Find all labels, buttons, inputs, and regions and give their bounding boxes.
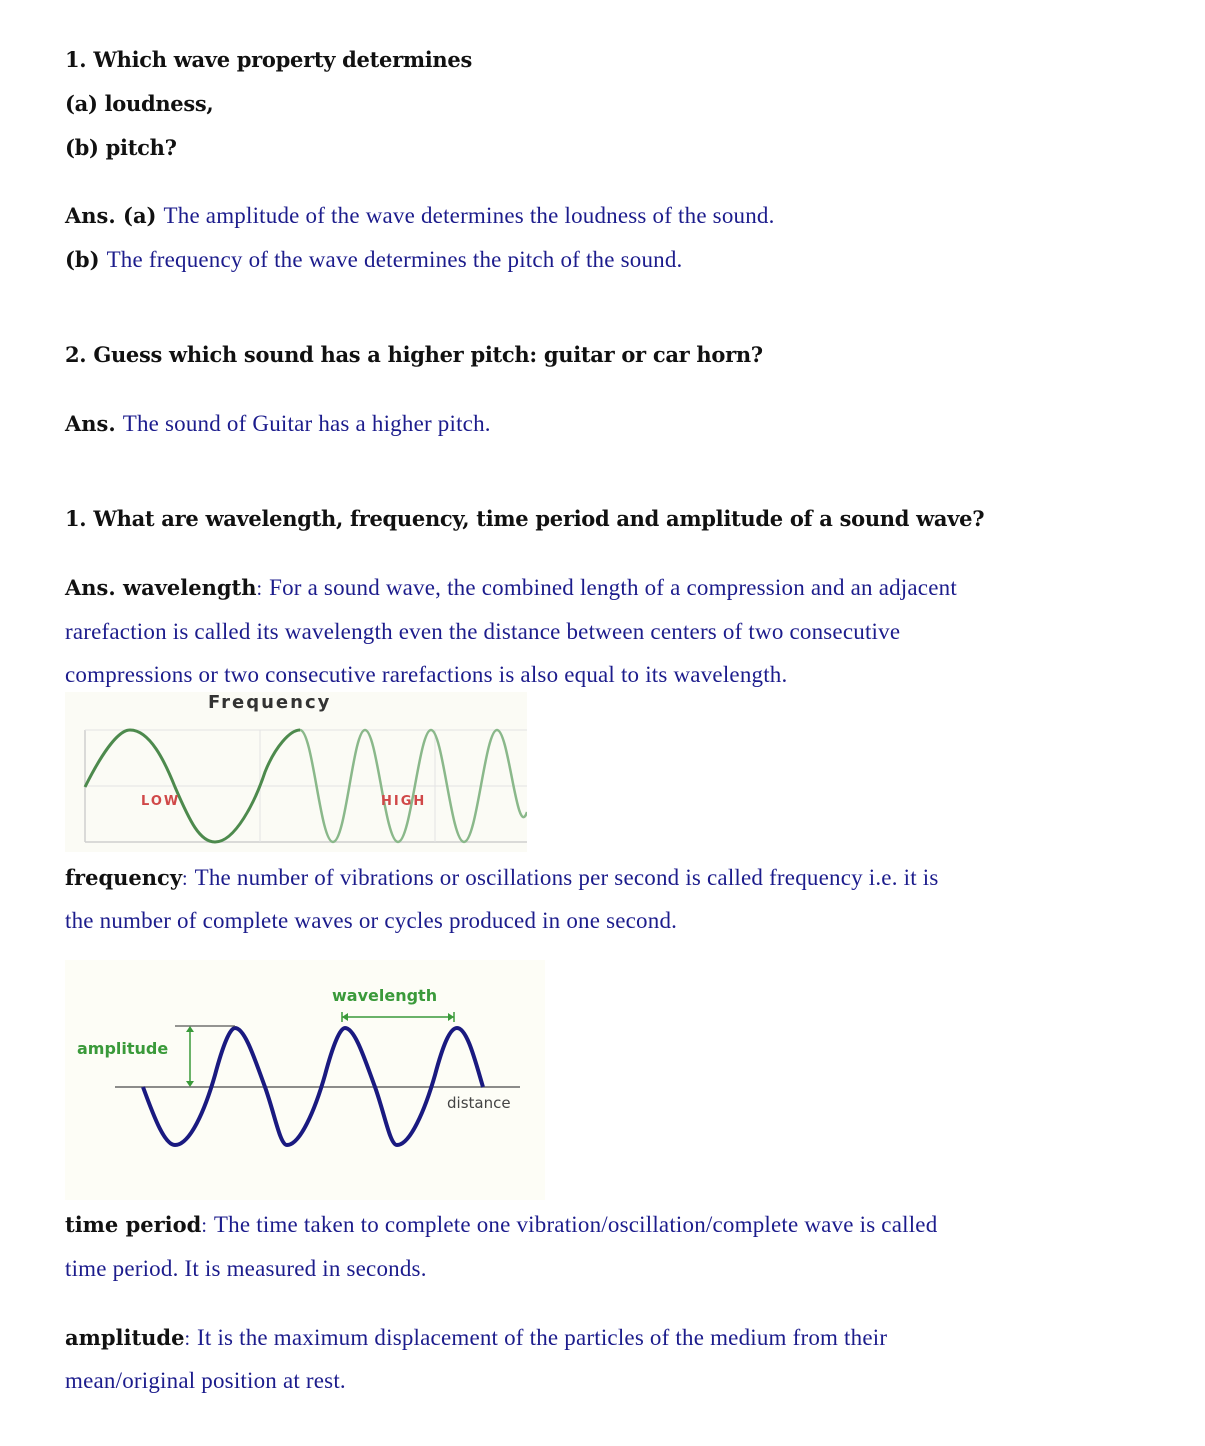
q3-title: What are wavelength, frequency, time period and amplitude of a sound wave?	[93, 506, 985, 531]
low-label: LOW	[141, 794, 181, 809]
amplitude-text: mean/original position at rest.	[65, 1368, 346, 1393]
q1-part-b	[65, 133, 177, 164]
wavelength-text: For a sound wave, the combined length of a compression and an adjacent	[269, 575, 957, 600]
frequency-figure	[65, 692, 527, 852]
high-label: HIGH	[381, 794, 427, 809]
q1-ans-b-text: The frequency of the wave determines the pitch of the sound.	[106, 247, 683, 272]
q1-ans-label: Ans. (a)	[65, 203, 157, 228]
q1-heading	[65, 45, 472, 76]
q1-part-a-text: (a) loudness,	[65, 91, 214, 116]
colon: :	[256, 578, 263, 600]
q1-title: Which wave property determines	[93, 47, 472, 72]
time-period-line-2	[65, 1254, 427, 1285]
wavelength-text: rarefaction is called its wavelength even the distance between centers of two consecutive	[65, 619, 901, 644]
wavelength-annotation: wavelength	[332, 986, 438, 1005]
q2-title: Guess which sound has a higher pitch: guitar or car horn?	[93, 342, 763, 367]
colon: :	[182, 868, 188, 890]
wavelength-line-1	[65, 573, 957, 604]
frequency-figure-title: Frequency	[208, 692, 332, 713]
time-period-text: The time taken to complete one vibration/oscillation/complete wave is called	[213, 1212, 938, 1237]
q1-ans-a-text: The amplitude of the wave determines the loudness of the sound.	[163, 203, 775, 228]
wave-figure	[65, 960, 545, 1200]
time-period-text: time period. It is measured in seconds.	[65, 1256, 427, 1281]
time-period-label: time period	[65, 1212, 202, 1237]
amplitude-line-1	[65, 1323, 887, 1354]
q1-part-b-text: (b) pitch?	[65, 135, 177, 160]
q1-answer-a	[65, 201, 775, 232]
amplitude-text: It is the maximum displacement of the particles of the medium from their	[197, 1325, 888, 1350]
q3-number: 1.	[65, 506, 87, 531]
amplitude-label: amplitude	[65, 1325, 185, 1350]
q1-number: 1.	[65, 47, 87, 72]
frequency-line-2	[65, 906, 677, 937]
q2-heading	[65, 340, 763, 371]
distance-annotation: distance	[447, 1094, 511, 1112]
wavelength-label: Ans. wavelength	[65, 575, 257, 600]
wavelength-line-3	[65, 660, 787, 691]
frequency-text: The number of vibrations or oscillations per second is called frequency i.e. it is	[194, 865, 939, 890]
q1-ans-b-label: (b)	[65, 247, 100, 272]
colon: :	[184, 1328, 191, 1350]
frequency-wave-diagram	[65, 692, 527, 852]
q2-ans-label: Ans.	[65, 411, 116, 436]
frequency-text: the number of complete waves or cycles produced in one second.	[65, 908, 678, 933]
amplitude-line-2	[65, 1366, 346, 1397]
wavelength-line-2	[65, 617, 900, 648]
frequency-label: frequency	[65, 865, 183, 890]
colon: :	[201, 1215, 207, 1237]
q1-part-a	[65, 89, 213, 120]
wave-diagram	[65, 960, 545, 1200]
frequency-line-1	[65, 863, 938, 894]
wavelength-text: compressions or two consecutive rarefactions is also equal to its wavelength.	[65, 662, 788, 687]
q3-heading	[65, 504, 984, 535]
q2-ans-text: The sound of Guitar has a higher pitch.	[122, 411, 491, 436]
amplitude-annotation: amplitude	[77, 1039, 169, 1058]
q1-answer-b	[65, 245, 683, 276]
time-period-line-1	[65, 1210, 937, 1241]
q2-number: 2.	[65, 342, 87, 367]
q2-answer	[65, 409, 491, 440]
